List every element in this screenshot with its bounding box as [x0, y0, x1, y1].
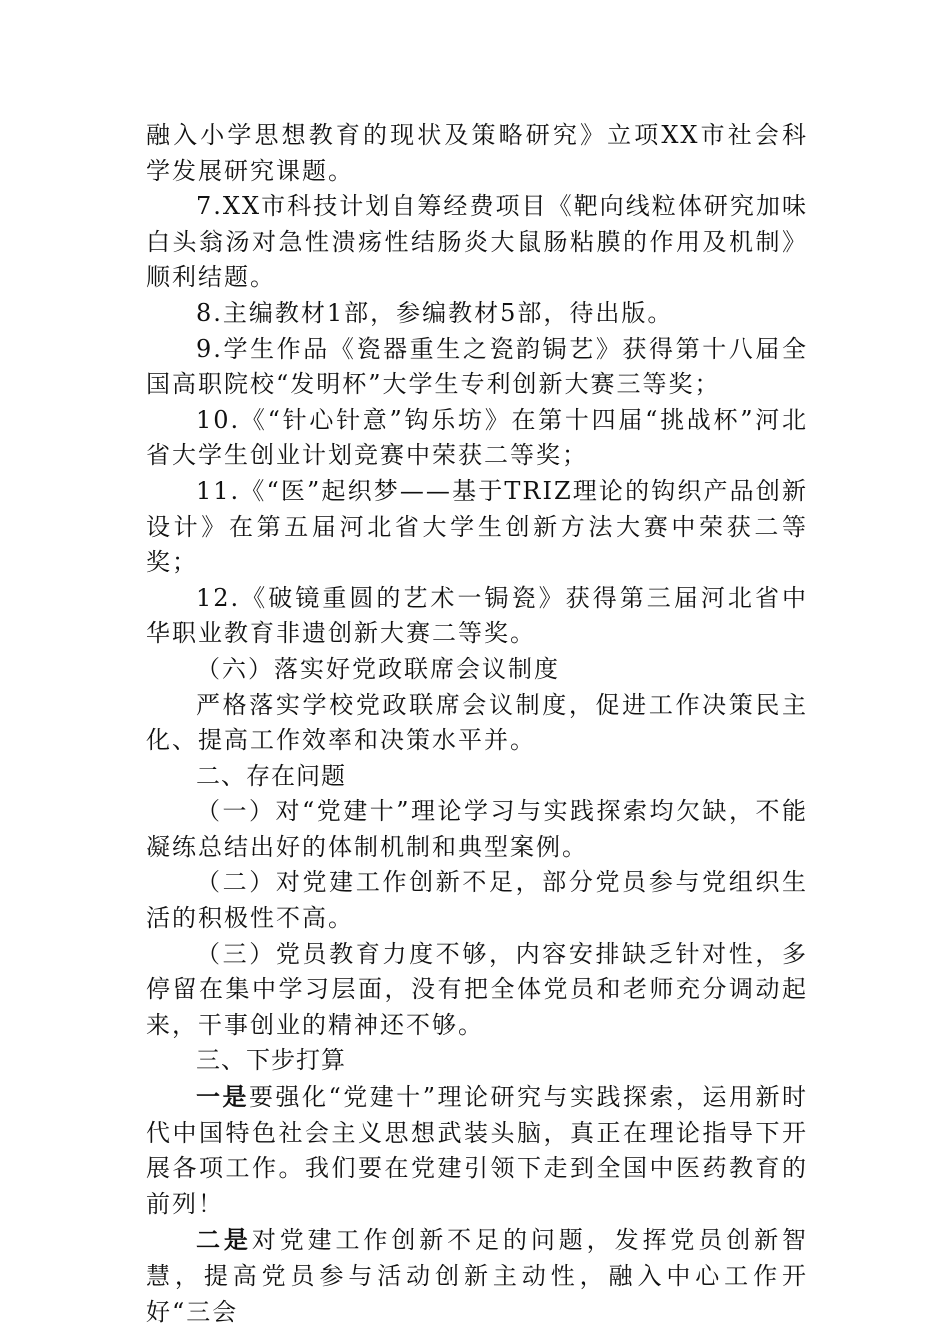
paragraph-text: 融入小学思想教育的现状及策略研究》立项XX市社会科学发展研究课题。 [146, 121, 808, 185]
paragraph-problem-1 [146, 794, 808, 865]
paragraph-text: 要强化“党建十”理论研究与实践探索，运用新时代中国特色社会主义思想武装头脑，真正在理论指导下开展各项工作。我们要在党建引领下走到全国中医药教育的前列！ [146, 1083, 808, 1218]
paragraph-text: 7.XX市科技计划自筹经费项目《靶向线粒体研究加味白头翁汤对急性溃疡性结肠炎大鼠肠粘膜的作用及机制》顺利结题。 [146, 192, 808, 292]
subheading-section-6 [146, 652, 808, 688]
heading-text: 二、存在问题 [196, 761, 346, 790]
paragraph-text: 10.《“针心针意”钩乐坊》在第十四届“挑战杯”河北省大学生创业计划竞赛中荣获二等奖； [146, 405, 808, 470]
paragraph-item-7 [146, 189, 808, 296]
paragraph-text: （三）党员教育力度不够，内容安排缺乏针对性，多停留在集中学习层面，没有把全体党员和老师充分调动起来，干事创业的精神还不够。 [146, 939, 808, 1039]
paragraph-item-8 [146, 296, 808, 332]
heading-existing-problems [146, 759, 808, 795]
paragraph-text: （一）对“党建十”理论学习与实践探索均欠缺，不能凝练总结出好的体制机制和典型案例。 [146, 797, 808, 861]
paragraph-problem-3 [146, 937, 808, 1044]
paragraph-text: 对党建工作创新不足的问题，发挥党员创新智慧，提高党员参与活动创新主动性，融入中心工作开好“三会 [146, 1226, 809, 1326]
paragraph-problem-2 [146, 865, 808, 936]
paragraph-lead: 一是 [196, 1082, 249, 1112]
paragraph-item-12 [146, 581, 808, 652]
heading-next-steps [146, 1043, 808, 1079]
paragraph-item-11 [146, 474, 808, 581]
paragraph-continuation [146, 118, 808, 189]
heading-text: 三、下步打算 [196, 1046, 346, 1075]
paragraph-item-10 [146, 403, 808, 474]
paragraph-text: 12.《破镜重圆的艺术一锔瓷》获得第三届河北省中华职业教育非遗创新大赛二等奖。 [146, 583, 808, 648]
paragraph-section-6-body [146, 688, 808, 759]
subheading-text: （六）落实好党政联席会议制度 [196, 654, 560, 683]
paragraph-text: 9.学生作品《瓷器重生之瓷韵锔艺》获得第十八届全国高职院校“发明杯”大学生专利创新大赛三等奖； [146, 334, 808, 399]
paragraph-item-9 [146, 332, 808, 403]
paragraph-text: 8.主编教材1部，参编教材5部，待出版。 [196, 298, 674, 327]
paragraph-text: 严格落实学校党政联席会议制度，促进工作决策民主化、提高工作效率和决策水平并。 [146, 690, 808, 755]
paragraph-text: 11.《“医”起织梦——基于TRIZ理论的钩织产品创新设计》在第五届河北省大学生创新方法大赛中荣获二等奖； [146, 476, 808, 577]
paragraph-lead: 二是 [196, 1225, 252, 1255]
paragraph-text: （二）对党建工作创新不足，部分党员参与党组织生活的积极性不高。 [146, 868, 808, 933]
paragraph-plan-1 [146, 1079, 808, 1222]
document-body [146, 118, 808, 1330]
paragraph-plan-2 [146, 1222, 808, 1330]
